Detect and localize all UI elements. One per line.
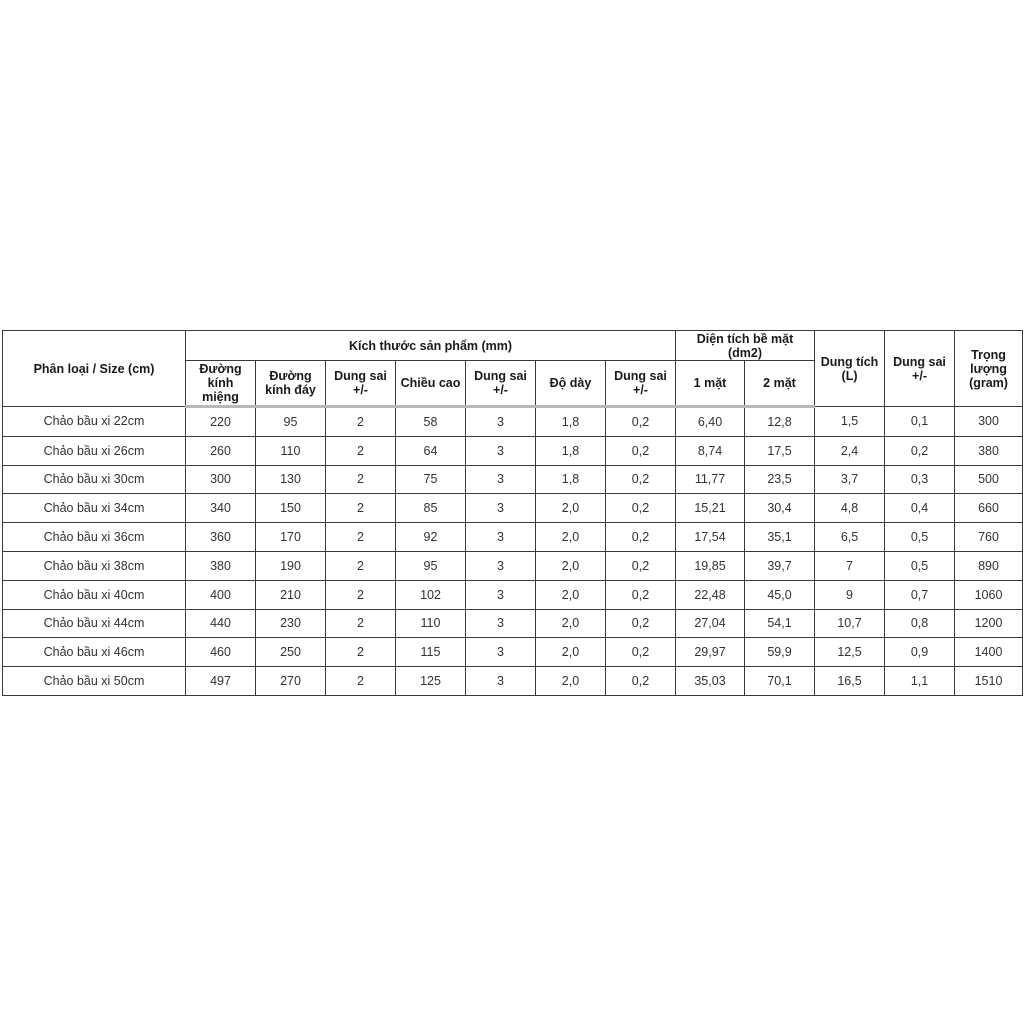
cell-tolerance-height: 3: [466, 551, 536, 580]
cell-thickness: 2,0: [536, 494, 606, 523]
cell-capacity: 16,5: [815, 667, 885, 696]
cell-tolerance-thickness: 0,2: [606, 551, 676, 580]
table-row: [3, 465, 1023, 494]
cell-tolerance-diameter: 2: [326, 494, 396, 523]
cell-tolerance-diameter: 2: [326, 523, 396, 552]
cell-capacity: 12,5: [815, 638, 885, 667]
cell-product-name: Chảo bầu xi 34cm: [3, 494, 186, 523]
cell-tolerance-thickness: 0,2: [606, 407, 676, 437]
table-row: [3, 638, 1023, 667]
cell-height: 125: [396, 667, 466, 696]
cell-mouth-diameter: 460: [186, 638, 256, 667]
cell-height: 85: [396, 494, 466, 523]
cell-capacity: 9: [815, 580, 885, 609]
cell-thickness: 2,0: [536, 580, 606, 609]
cell-tolerance-thickness: 0,2: [606, 667, 676, 696]
cell-tolerance-thickness: 0,2: [606, 436, 676, 465]
cell-surface-one-side: 17,54: [676, 523, 745, 552]
header-thickness: Độ dày: [536, 361, 606, 407]
cell-tolerance-diameter: 2: [326, 407, 396, 437]
cell-mouth-diameter: 340: [186, 494, 256, 523]
cell-mouth-diameter: 260: [186, 436, 256, 465]
cell-tolerance-thickness: 0,2: [606, 465, 676, 494]
cell-surface-one-side: 27,04: [676, 609, 745, 638]
cell-surface-two-sides: 23,5: [745, 465, 815, 494]
cell-mouth-diameter: 440: [186, 609, 256, 638]
cell-weight: 760: [955, 523, 1023, 552]
cell-mouth-diameter: 497: [186, 667, 256, 696]
cell-weight: 1400: [955, 638, 1023, 667]
cell-bottom-diameter: 190: [256, 551, 326, 580]
cell-capacity: 2,4: [815, 436, 885, 465]
cell-height: 92: [396, 523, 466, 552]
cell-thickness: 1,8: [536, 407, 606, 437]
cell-tolerance-height: 3: [466, 436, 536, 465]
cell-surface-one-side: 15,21: [676, 494, 745, 523]
cell-tolerance-height: 3: [466, 494, 536, 523]
cell-product-name: Chảo bầu xi 40cm: [3, 580, 186, 609]
cell-product-name: Chảo bầu xi 36cm: [3, 523, 186, 552]
cell-bottom-diameter: 150: [256, 494, 326, 523]
cell-capacity: 10,7: [815, 609, 885, 638]
header-group-surface: Diện tích bề mặt (dm2): [676, 331, 815, 361]
header-capacity-tolerance: Dung sai +/-: [885, 331, 955, 407]
cell-mouth-diameter: 400: [186, 580, 256, 609]
header-tolerance-diameter: Dung sai +/-: [326, 361, 396, 407]
cell-mouth-diameter: 360: [186, 523, 256, 552]
cell-product-name: Chảo bầu xi 38cm: [3, 551, 186, 580]
cell-surface-two-sides: 30,4: [745, 494, 815, 523]
cell-bottom-diameter: 250: [256, 638, 326, 667]
cell-capacity-tolerance: 0,3: [885, 465, 955, 494]
cell-tolerance-diameter: 2: [326, 609, 396, 638]
table-row: [3, 523, 1023, 552]
header-tolerance-height: Dung sai +/-: [466, 361, 536, 407]
cell-capacity: 7: [815, 551, 885, 580]
cell-capacity: 4,8: [815, 494, 885, 523]
cell-tolerance-height: 3: [466, 407, 536, 437]
cell-tolerance-height: 3: [466, 465, 536, 494]
header-height: Chiều cao: [396, 361, 466, 407]
cell-capacity-tolerance: 0,4: [885, 494, 955, 523]
cell-capacity-tolerance: 0,1: [885, 407, 955, 437]
cell-weight: 1200: [955, 609, 1023, 638]
cell-surface-one-side: 22,48: [676, 580, 745, 609]
cell-product-name: Chảo bầu xi 50cm: [3, 667, 186, 696]
cell-mouth-diameter: 220: [186, 407, 256, 437]
cell-height: 64: [396, 436, 466, 465]
cell-capacity-tolerance: 0,8: [885, 609, 955, 638]
cell-capacity-tolerance: 0,5: [885, 551, 955, 580]
cell-capacity-tolerance: 0,9: [885, 638, 955, 667]
cell-tolerance-thickness: 0,2: [606, 638, 676, 667]
cell-surface-two-sides: 59,9: [745, 638, 815, 667]
cell-tolerance-height: 3: [466, 609, 536, 638]
cell-capacity: 3,7: [815, 465, 885, 494]
header-category: Phân loại / Size (cm): [3, 331, 186, 407]
cell-weight: 660: [955, 494, 1023, 523]
cell-tolerance-diameter: 2: [326, 667, 396, 696]
cell-tolerance-height: 3: [466, 580, 536, 609]
cell-capacity-tolerance: 0,5: [885, 523, 955, 552]
cell-bottom-diameter: 230: [256, 609, 326, 638]
cell-tolerance-diameter: 2: [326, 551, 396, 580]
cell-capacity-tolerance: 1,1: [885, 667, 955, 696]
header-capacity: Dung tích (L): [815, 331, 885, 407]
cell-bottom-diameter: 110: [256, 436, 326, 465]
cell-surface-one-side: 6,40: [676, 407, 745, 437]
cell-surface-one-side: 8,74: [676, 436, 745, 465]
cell-surface-two-sides: 12,8: [745, 407, 815, 437]
table-header: [3, 331, 1023, 407]
cell-surface-two-sides: 54,1: [745, 609, 815, 638]
cell-thickness: 2,0: [536, 638, 606, 667]
cell-bottom-diameter: 270: [256, 667, 326, 696]
cell-weight: 300: [955, 407, 1023, 437]
cell-tolerance-height: 3: [466, 638, 536, 667]
cell-bottom-diameter: 95: [256, 407, 326, 437]
cell-surface-one-side: 29,97: [676, 638, 745, 667]
table-row: [3, 667, 1023, 696]
cell-weight: 1060: [955, 580, 1023, 609]
cell-tolerance-diameter: 2: [326, 465, 396, 494]
cell-weight: 890: [955, 551, 1023, 580]
cell-product-name: Chảo bầu xi 22cm: [3, 407, 186, 437]
cell-surface-two-sides: 39,7: [745, 551, 815, 580]
header-surface-two-sides: 2 mặt: [745, 361, 815, 407]
product-spec-table: [2, 330, 1023, 696]
cell-tolerance-thickness: 0,2: [606, 523, 676, 552]
cell-height: 95: [396, 551, 466, 580]
cell-height: 115: [396, 638, 466, 667]
cell-product-name: Chảo bầu xi 46cm: [3, 638, 186, 667]
header-bottom-diameter: Đường kính đáy: [256, 361, 326, 407]
cell-surface-two-sides: 17,5: [745, 436, 815, 465]
cell-product-name: Chảo bầu xi 44cm: [3, 609, 186, 638]
cell-surface-two-sides: 70,1: [745, 667, 815, 696]
cell-surface-one-side: 19,85: [676, 551, 745, 580]
cell-weight: 380: [955, 436, 1023, 465]
cell-surface-one-side: 11,77: [676, 465, 745, 494]
header-mouth-diameter: Đường kính miệng: [186, 361, 256, 407]
cell-thickness: 2,0: [536, 551, 606, 580]
table-body: [3, 407, 1023, 696]
cell-height: 110: [396, 609, 466, 638]
cell-thickness: 2,0: [536, 609, 606, 638]
cell-surface-two-sides: 45,0: [745, 580, 815, 609]
cell-tolerance-height: 3: [466, 667, 536, 696]
cell-thickness: 2,0: [536, 667, 606, 696]
cell-surface-two-sides: 35,1: [745, 523, 815, 552]
cell-thickness: 1,8: [536, 436, 606, 465]
spec-table-container: [2, 330, 1022, 696]
cell-bottom-diameter: 170: [256, 523, 326, 552]
table-row: [3, 580, 1023, 609]
cell-tolerance-diameter: 2: [326, 580, 396, 609]
cell-mouth-diameter: 300: [186, 465, 256, 494]
cell-product-name: Chảo bầu xi 26cm: [3, 436, 186, 465]
table-row: [3, 494, 1023, 523]
cell-capacity-tolerance: 0,7: [885, 580, 955, 609]
header-weight: Trọng lượng (gram): [955, 331, 1023, 407]
cell-thickness: 2,0: [536, 523, 606, 552]
cell-capacity-tolerance: 0,2: [885, 436, 955, 465]
cell-weight: 1510: [955, 667, 1023, 696]
cell-height: 75: [396, 465, 466, 494]
table-row: [3, 407, 1023, 437]
cell-tolerance-diameter: 2: [326, 638, 396, 667]
cell-tolerance-diameter: 2: [326, 436, 396, 465]
cell-capacity: 6,5: [815, 523, 885, 552]
table-row: [3, 436, 1023, 465]
cell-height: 58: [396, 407, 466, 437]
table-row: [3, 551, 1023, 580]
header-group-dimensions: Kích thước sản phẩm (mm): [186, 331, 676, 361]
cell-mouth-diameter: 380: [186, 551, 256, 580]
cell-weight: 500: [955, 465, 1023, 494]
cell-capacity: 1,5: [815, 407, 885, 437]
cell-thickness: 1,8: [536, 465, 606, 494]
cell-height: 102: [396, 580, 466, 609]
cell-tolerance-thickness: 0,2: [606, 609, 676, 638]
cell-tolerance-thickness: 0,2: [606, 580, 676, 609]
cell-tolerance-thickness: 0,2: [606, 494, 676, 523]
cell-surface-one-side: 35,03: [676, 667, 745, 696]
cell-bottom-diameter: 130: [256, 465, 326, 494]
table-row: [3, 609, 1023, 638]
cell-bottom-diameter: 210: [256, 580, 326, 609]
cell-tolerance-height: 3: [466, 523, 536, 552]
cell-product-name: Chảo bầu xi 30cm: [3, 465, 186, 494]
header-surface-one-side: 1 mặt: [676, 361, 745, 407]
header-tolerance-thickness: Dung sai +/-: [606, 361, 676, 407]
